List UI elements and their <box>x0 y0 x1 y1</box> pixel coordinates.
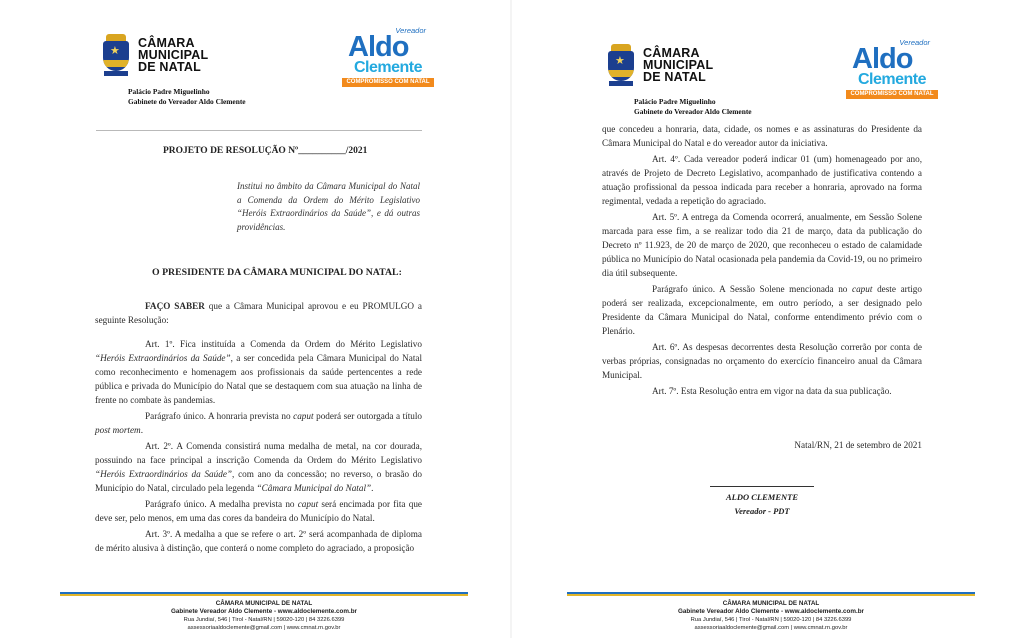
footer-line3: Rua Jundiaí, 546 | Tirol - Natal/RN | 59020-120 | 84 3226.6399 <box>690 617 852 623</box>
right-body-text <box>602 122 922 400</box>
art5-paragrafo-unico: Parágrafo único. A Sessão Solene mencionada no caput deste artigo poderá ser realizada, excepcionalmente, em outro período, a ser designado pelo Presidente da Câmara Municipal do Natal, conforme entendimento prévio com o Plenário. <box>602 284 922 336</box>
header-divider <box>96 130 422 131</box>
left-body-text <box>95 299 422 557</box>
left-footer <box>60 592 468 632</box>
art5-paragraph: Art. 5º. A entrega da Comenda ocorrerá, anualmente, em Sessão Solene marcada para esse fim, a se realizar todo dia 21 de março, data da publicação do Decreto nº 11.923, de 20 de março de 2020, que reconheceu o estado de calamidade pública no Município do Natal ocasionada pela pandemia da Covid-19, ou no primeiro dia útil subsequente. <box>602 212 922 278</box>
cmn-line3: DE NATAL <box>643 70 706 84</box>
faco-saber-paragraph: FAÇO SABER que a Câmara Municipal aprovou e eu PROMULGO a seguinte Resolução: <box>95 301 423 325</box>
cabinet-name: Gabinete do Vereador Aldo Clemente <box>128 97 246 106</box>
logo-compromisso-text: COMPROMISSO COM NATAL <box>846 90 938 99</box>
aldo-clemente-logo-right <box>846 38 938 102</box>
footer-line2: Gabinete Vereador Aldo Clemente - www.aldoclemente.com.br <box>677 608 865 615</box>
header-address-right <box>634 97 752 117</box>
signature-block <box>692 490 832 518</box>
art6-paragraph: Art. 6º. As despesas decorrentes desta Resolução correrão por conta de verbas próprias, consignadas no orçamento do exercício financeiro anual da Câmara Municipal. <box>602 342 922 380</box>
camara-municipal-logo <box>101 34 208 76</box>
footer-line3: Rua Jundiaí, 546 | Tirol - Natal/RN | 59020-120 | 84 3226.6399 <box>183 617 345 623</box>
art1-paragraph: Art. 1º. Fica instituída a Comenda da Ordem do Mérito Legislativo “Heróis Extraordinários da Saúde”, a ser concedida pela Câmara Municipal do Natal como reconhecimento e homenagem aos profissionais da saúde pertencentes a rede pública e privada do Município do Natal que se destaquem com sua atuação na linha de frente no combate às pandemias. <box>95 339 422 405</box>
logo-vereador-text: Vereador <box>899 38 930 47</box>
cmn-line2: MUNICIPAL <box>138 48 209 62</box>
logo-compromisso-text: COMPROMISSO COM NATAL <box>342 78 434 87</box>
cmn-line3: DE NATAL <box>138 60 201 74</box>
art4-paragraph: Art. 4º. Cada vereador poderá indicar 01 (um) homenageado por ano, através de Projeto de Decreto Legislativo, acompanhado de justificativa contendo a atuação profissional da pessoa indicada para receber a honraria, aprovado na forma regimental, vedada a repetição do agraciado. <box>602 154 922 206</box>
footer-line1: CÂMARA MUNICIPAL DE NATAL <box>215 600 313 607</box>
art1-paragrafo-unico: Parágrafo único. A honraria prevista no caput poderá ser outorgada a título post mortem. <box>95 411 422 435</box>
cmn-line2: MUNICIPAL <box>643 58 714 72</box>
natal-coat-of-arms-icon: ★ <box>606 44 636 86</box>
footer-line2: Gabinete Vereador Aldo Clemente - www.aldoclemente.com.br <box>170 608 358 615</box>
date-line: Natal/RN, 21 de setembro de 2021 <box>794 440 922 450</box>
logo-clemente-text: Clemente <box>353 59 423 76</box>
cabinet-name: Gabinete do Vereador Aldo Clemente <box>634 107 752 116</box>
art2-paragraph: Art. 2º. A Comenda consistirá numa medalha de metal, na cor dourada, possuindo na face principal a inscrição Comenda da Ordem do Mérito Legislativo “Heróis Extraordinários da Saúde”, com ano da concessão; no reverso, o brasão do Município do Natal, circulado pela legenda “Câmara Municipal do Natal”. <box>95 441 422 493</box>
palace-name: Palácio Padre Miguelinho <box>634 97 716 106</box>
cmn-line1: CÂMARA <box>138 36 195 50</box>
natal-coat-of-arms-icon: ★ <box>101 34 131 76</box>
signer-role: Vereador - PDT <box>734 506 790 516</box>
right-footer <box>567 592 975 632</box>
signer-name: ALDO CLEMENTE <box>725 492 799 502</box>
president-heading: O PRESIDENTE DA CÂMARA MUNICIPAL DO NATAL: <box>152 267 402 278</box>
palace-name: Palácio Padre Miguelinho <box>128 87 210 96</box>
aldo-clemente-logo <box>342 26 434 90</box>
logo-aldo-text: Aldo <box>852 43 913 75</box>
camara-municipal-logo-right <box>606 44 713 86</box>
art7-paragraph: Art. 7º. Esta Resolução entra em vigor na data da sua publicação. <box>652 386 892 396</box>
signature-line <box>710 486 814 487</box>
footer-line1: CÂMARA MUNICIPAL DE NATAL <box>722 600 820 607</box>
document-page-right <box>512 0 1024 638</box>
art3-paragraph: Art. 3º. A medalha a que se refere o art. 2º será acompanhada de diploma de mérito alusiva à distinção, que conterá o nome completo do agraciado, a proposição <box>95 529 422 553</box>
logo-aldo-text: Aldo <box>348 31 409 63</box>
header-address <box>128 87 246 107</box>
logo-vereador-text: Vereador <box>395 26 426 35</box>
footer-line4: assessoriaaldoclemente@gmail.com | www.cmnat.rn.gov.br <box>187 625 341 631</box>
art2-paragrafo-unico: Parágrafo único. A medalha prevista no caput será encimada por fita que deve ser, pelo menos, em uma das cores da bandeira do Município do Natal. <box>95 499 422 523</box>
ementa: Institui no âmbito da Câmara Municipal do Natal a Comenda da Ordem do Mérito Legislativo “Heróis Extraordinários da Saúde”, e dá outras providências. <box>237 181 420 232</box>
logo-clemente-text: Clemente <box>857 71 927 88</box>
cmn-line1: CÂMARA <box>643 46 700 60</box>
footer-line4: assessoriaaldoclemente@gmail.com | www.cmnat.rn.gov.br <box>694 625 848 631</box>
art3-continuation: que concedeu a honraria, data, cidade, os nomes e as assinaturas do Presidente da Câmara Municipal do Natal e do vereador autor da iniciativa. <box>602 124 922 148</box>
resolution-title: PROJETO DE RESOLUÇÃO Nº__________/2021 <box>163 146 368 156</box>
